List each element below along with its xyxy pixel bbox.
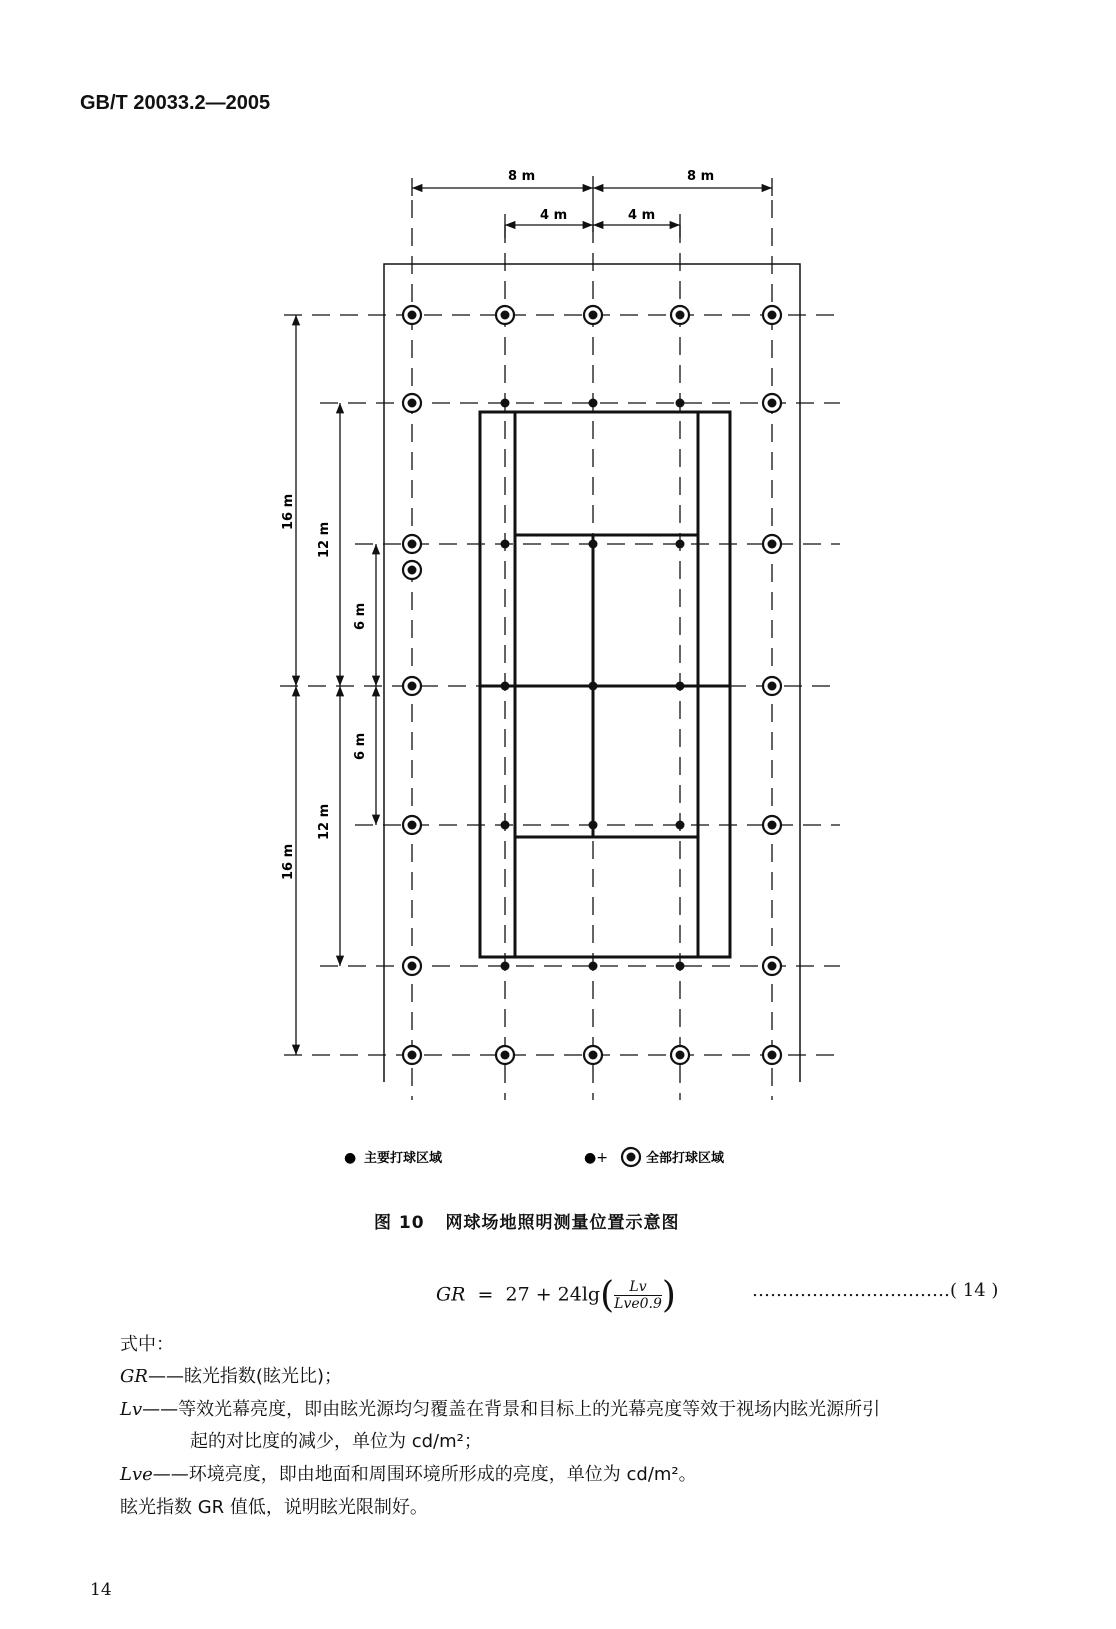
definition-lve-term: Lve [120, 1464, 153, 1485]
definition-lv [120, 1395, 880, 1425]
dimension-label-16m-bottom: 16 m [281, 843, 296, 880]
equation-number: ……………………………( 14 ) [752, 1280, 999, 1301]
legend [344, 1148, 725, 1166]
page-number: 14 [90, 1580, 112, 1600]
dimension-label-8m-right: 8 m [687, 169, 715, 184]
figure-caption [374, 1208, 680, 1233]
standard-code: GB/T 20033.2—2005 [80, 92, 271, 114]
dimension-label-4m-left: 4 m [540, 208, 568, 223]
definition-gr [120, 1362, 342, 1392]
definitions-intro: 式中： [120, 1334, 174, 1355]
dimension-label-6m-top: 6 m [353, 602, 368, 630]
definition-lv-text: ——等效光幕亮度，即由眩光源均匀覆盖在背景和目标上的光幕亮度等效于视场内眩光源所引 [142, 1399, 881, 1420]
legend-full-symbol-prefix: ●+ [584, 1150, 608, 1166]
legend-primary-symbol: ● [344, 1150, 357, 1166]
definition-lve [120, 1460, 697, 1490]
definition-gr-term: GR [120, 1366, 148, 1387]
glare-formula: GR = 27 + 24lg( $\frac{Lv}{\text{Lve0.9}}$ ) [436, 1275, 676, 1316]
formula-denominator: Lve0.9 [614, 1296, 662, 1312]
dimension-label-8m-left: 8 m [508, 169, 536, 184]
definition-lv-continuation: 起的对比度的减少，单位为 cd/m²； [190, 1431, 482, 1452]
legend-primary-label: 主要打球区域 [364, 1151, 443, 1166]
conclusion-text: 眩光指数 GR 值低，说明眩光限制好。 [120, 1497, 428, 1518]
dimension-label-16m-top: 16 m [281, 493, 296, 530]
formula-equals: = [477, 1283, 494, 1306]
legend-full-label: 全部打球区域 [646, 1151, 725, 1166]
definition-lv-term: Lv [120, 1399, 143, 1420]
definition-gr-text: ——眩光指数(眩光比)； [147, 1366, 342, 1387]
definition-lve-text: ——环境亮度，即由地面和周围环境所形成的亮度，单位为 cd/m²。 [152, 1464, 697, 1485]
dimension-label-12m-top: 12 m [317, 521, 332, 558]
dimension-label-4m-right: 4 m [628, 208, 656, 223]
dimension-label-6m-bottom: 6 m [353, 732, 368, 760]
dimension-label-12m-bottom: 12 m [317, 803, 332, 840]
formula-constant: 27 + 24lg [505, 1283, 601, 1306]
figure-title: 网球场地照明测量位置示意图 [445, 1213, 680, 1233]
figure-number: 图 10 [374, 1213, 425, 1233]
formula-numerator: Lv [614, 1279, 662, 1296]
formula-lhs: GR [436, 1283, 466, 1306]
